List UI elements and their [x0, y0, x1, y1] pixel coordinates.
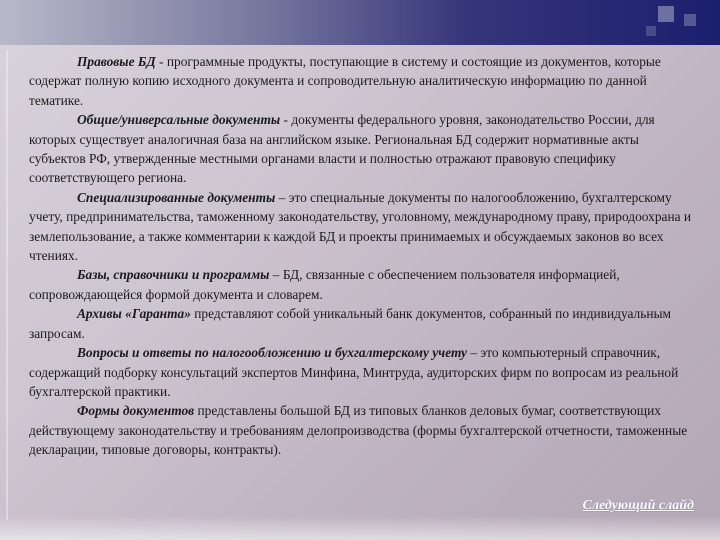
decor-square — [646, 26, 656, 36]
term-specialized-docs: Специализированные документы — [77, 189, 276, 205]
definition-garant-archives: представляют собой уникальный банк документов, собранный по индивидуальным запросам. — [29, 306, 671, 341]
definition-specialized-docs: – это специальные документы по налогообложению, бухгалтерскому учету, предпринимательства, таможенному законодательству, уголовному, международному праву, природоохрана и землепользование, а также комментарии к каждой БД и проекты принимаемых и обсуждаемых законов во всех чтениях. — [29, 189, 692, 264]
header-bar — [0, 0, 720, 45]
left-divider — [6, 50, 8, 520]
term-document-forms: Формы документов — [77, 403, 195, 419]
paragraph-bases-programs — [29, 265, 695, 304]
paragraph-legal-db — [29, 52, 695, 110]
term-qa-tax: Вопросы и ответы по налогообложению и бухгалтерскому учету — [77, 345, 467, 361]
decor-square — [658, 6, 674, 22]
slide-body-text — [29, 52, 695, 460]
definition-general-docs: - документы федерального уровня, законодательство России, для которых существует аналогичная база на английском языке. Региональная БД содержит нормативные акты субъектов РФ, утвержденные местными органами власти и полностью отражают правовую специфику соответствующего региона. — [29, 112, 655, 186]
definition-qa-tax: – это компьютерный справочник, содержащий подборку консультаций экспертов Минфина, Минтруда, аудиторских фирм по вопросам из реальной бухгалтерской практики. — [29, 345, 679, 399]
term-garant-archives: Архивы «Гаранта» — [77, 306, 191, 322]
footer-stripe — [0, 516, 720, 540]
definition-bases-programs: – БД, связанные с обеспечением пользователя информацией, сопровождающейся формой документа и словарем. — [29, 267, 620, 302]
paragraph-document-forms — [29, 401, 695, 459]
paragraph-general-docs — [29, 110, 695, 188]
paragraph-garant-archives — [29, 304, 695, 343]
term-bases-programs: Базы, справочники и программы — [77, 267, 270, 283]
paragraph-specialized-docs — [29, 188, 695, 266]
decor-square — [684, 14, 696, 26]
paragraph-qa-tax — [29, 343, 695, 401]
definition-legal-db: - программные продукты, поступающие в систему и состоящие из документов, которые содержат полную копию исходного документа и сопроводительную аналитическую информацию по данной тематике. — [29, 54, 661, 108]
next-slide-link[interactable]: Следующий слайд — [582, 498, 694, 513]
definition-document-forms: представлены большой БД из типовых бланков деловых бумаг, соответствующих действующему законодательству и требованиям делопроизводства (формы бухгалтерской отчетности, таможенные декларации, типовые договоры, контракты). — [29, 403, 688, 458]
term-general-docs: Общие/универсальные документы — [77, 112, 281, 128]
term-legal-db: Правовые БД — [77, 54, 156, 69]
